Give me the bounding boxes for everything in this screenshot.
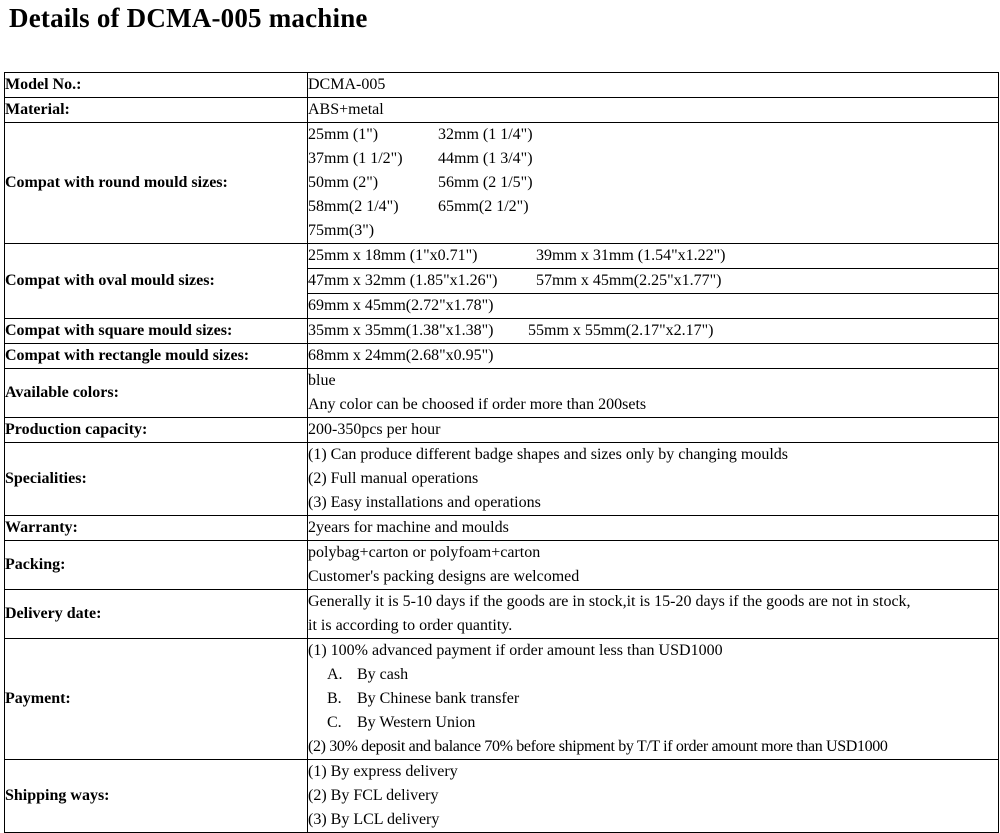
row-value: 69mm x 45mm(2.72"x1.78") [308, 294, 999, 319]
list-item: it is according to order quantity. [308, 617, 513, 634]
list-item: (1) 100% advanced payment if order amount less than USD1000 [308, 642, 723, 659]
row-capacity [5, 418, 999, 443]
row-label: Shipping ways: [5, 760, 308, 833]
row-value [308, 639, 999, 760]
list-item: 37mm (1 1/2") 44mm (1 3/4") [308, 150, 533, 167]
row-label: Payment: [5, 639, 308, 760]
row-label: Compat with round mould sizes: [5, 123, 308, 244]
row-square [5, 319, 999, 344]
list-item: (2) Full manual operations [308, 470, 479, 487]
row-value: 200-350pcs per hour [308, 418, 999, 443]
row-value [308, 369, 999, 418]
row-oval [5, 244, 999, 269]
row-material [5, 98, 999, 123]
row-label: Material: [5, 98, 308, 123]
row-label: Available colors: [5, 369, 308, 418]
spec-table [4, 72, 999, 833]
list-item: Any color can be choosed if order more than 200sets [308, 396, 647, 413]
list-item: A. By cash [327, 666, 409, 683]
row-shipping [5, 760, 999, 833]
list-item: (2) 30% deposit and balance 70% before shipment by T/T if order amount more than USD1000 [308, 738, 888, 755]
row-model [5, 73, 999, 98]
row-value: ABS+metal [308, 98, 999, 123]
row-label: Packing: [5, 541, 308, 590]
row-value: DCMA-005 [308, 73, 999, 98]
row-value [308, 760, 999, 833]
list-item: (2) By FCL delivery [308, 787, 439, 804]
row-value [308, 443, 999, 516]
row-rectangle [5, 344, 999, 369]
row-warranty [5, 516, 999, 541]
row-value: 35mm x 35mm(1.38"x1.38") 55mm x 55mm(2.17"x2.17") [308, 319, 999, 344]
row-label: Delivery date: [5, 590, 308, 639]
list-item: 25mm (1") 32mm (1 1/4") [308, 126, 533, 143]
row-label: Warranty: [5, 516, 308, 541]
page-title: Details of DCMA-005 machine [9, 3, 368, 33]
row-label: Compat with rectangle mould sizes: [5, 344, 308, 369]
list-item: (1) By express delivery [308, 763, 458, 780]
list-item: Customer's packing designs are welcomed [308, 568, 580, 585]
list-item: 50mm (2") 56mm (2 1/5") [308, 174, 533, 191]
row-value [308, 590, 999, 639]
row-label: Compat with oval mould sizes: [5, 244, 308, 319]
row-value [308, 123, 999, 244]
row-label: Compat with square mould sizes: [5, 319, 308, 344]
row-label: Production capacity: [5, 418, 308, 443]
list-item: (3) By LCL delivery [308, 811, 440, 828]
list-item: polybag+carton or polyfoam+carton [308, 544, 541, 561]
row-label: Specialities: [5, 443, 308, 516]
list-item: (1) Can produce different badge shapes and sizes only by changing moulds [308, 446, 789, 463]
row-value: 47mm x 32mm (1.85"x1.26") 57mm x 45mm(2.25"x1.77") [308, 269, 999, 294]
row-specialities [5, 443, 999, 516]
list-item: (3) Easy installations and operations [308, 494, 541, 511]
list-item: C. By Western Union [327, 714, 476, 731]
row-value [308, 541, 999, 590]
row-colors [5, 369, 999, 418]
row-payment [5, 639, 999, 760]
row-value: 2years for machine and moulds [308, 516, 999, 541]
list-item: 58mm(2 1/4") 65mm(2 1/2") [308, 198, 529, 215]
row-label: Model No.: [5, 73, 308, 98]
row-round [5, 123, 999, 244]
list-item: 75mm(3") [308, 222, 375, 239]
row-value: 68mm x 24mm(2.68"x0.95") [308, 344, 999, 369]
list-item: B. By Chinese bank transfer [327, 690, 520, 707]
list-item: Generally it is 5-10 days if the goods are in stock,it is 15-20 days if the goods are not in stock, [308, 593, 911, 610]
list-item: blue [308, 372, 336, 389]
row-packing [5, 541, 999, 590]
row-value: 25mm x 18mm (1"x0.71") 39mm x 31mm (1.54"x1.22") [308, 244, 999, 269]
row-delivery [5, 590, 999, 639]
